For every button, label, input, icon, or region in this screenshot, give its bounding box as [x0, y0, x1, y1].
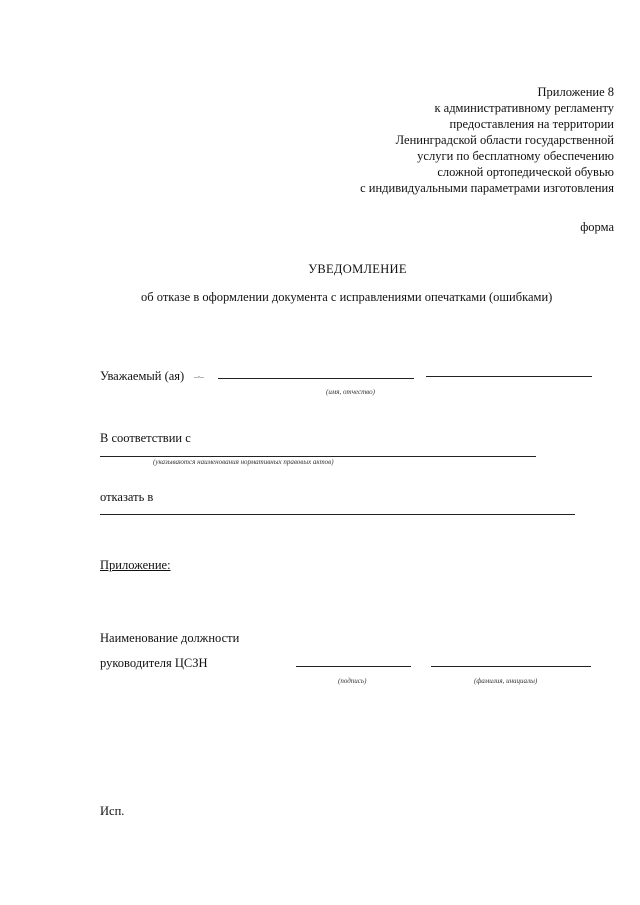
header-line-1: Приложение 8: [537, 85, 614, 99]
fullname-line: [431, 666, 591, 667]
signature-line: [296, 666, 411, 667]
accordance-caption: (указываются наименования нормативных правовых актов): [153, 458, 334, 466]
refuse-line: [100, 514, 575, 515]
position-line-2: руководителя ЦСЗН: [100, 656, 208, 670]
executor-label: Исп.: [100, 804, 125, 818]
header-line-4: Ленинградской области государственной: [395, 133, 614, 147]
form-label: форма: [580, 220, 614, 234]
name-line: [218, 378, 414, 379]
fullname-caption: (фамилия, инициалы): [474, 677, 538, 685]
header-line-6: сложной ортопедической обувью: [437, 165, 614, 179]
signature-caption: (подпись): [338, 677, 367, 685]
header-line-5: услуги по бесплатному обеспечению: [417, 149, 614, 163]
accordance-label: В соответствии с: [100, 431, 191, 445]
document-title: УВЕДОМЛЕНИЕ: [308, 262, 407, 276]
greeting-label: Уважаемый (ая): [100, 369, 185, 383]
name-caption: (имя, отчество): [326, 388, 375, 396]
header-line-3: предоставления на территории: [449, 117, 614, 131]
header-line-7: с индивидуальными параметрами изготовления: [360, 181, 614, 195]
refuse-label: отказать в: [100, 490, 154, 504]
greeting-mark: _,_: [194, 370, 204, 379]
attachment-label: Приложение:: [100, 558, 171, 572]
appendix-header: [360, 84, 614, 196]
header-line-2: к административному регламенту: [434, 101, 614, 115]
position-line-1: Наименование должности: [100, 631, 240, 645]
document-subtitle: об отказе в оформлении документа с исправлениями опечатками (ошибками): [141, 290, 553, 304]
patronymic-line: [426, 376, 592, 377]
accordance-line: [100, 456, 536, 457]
